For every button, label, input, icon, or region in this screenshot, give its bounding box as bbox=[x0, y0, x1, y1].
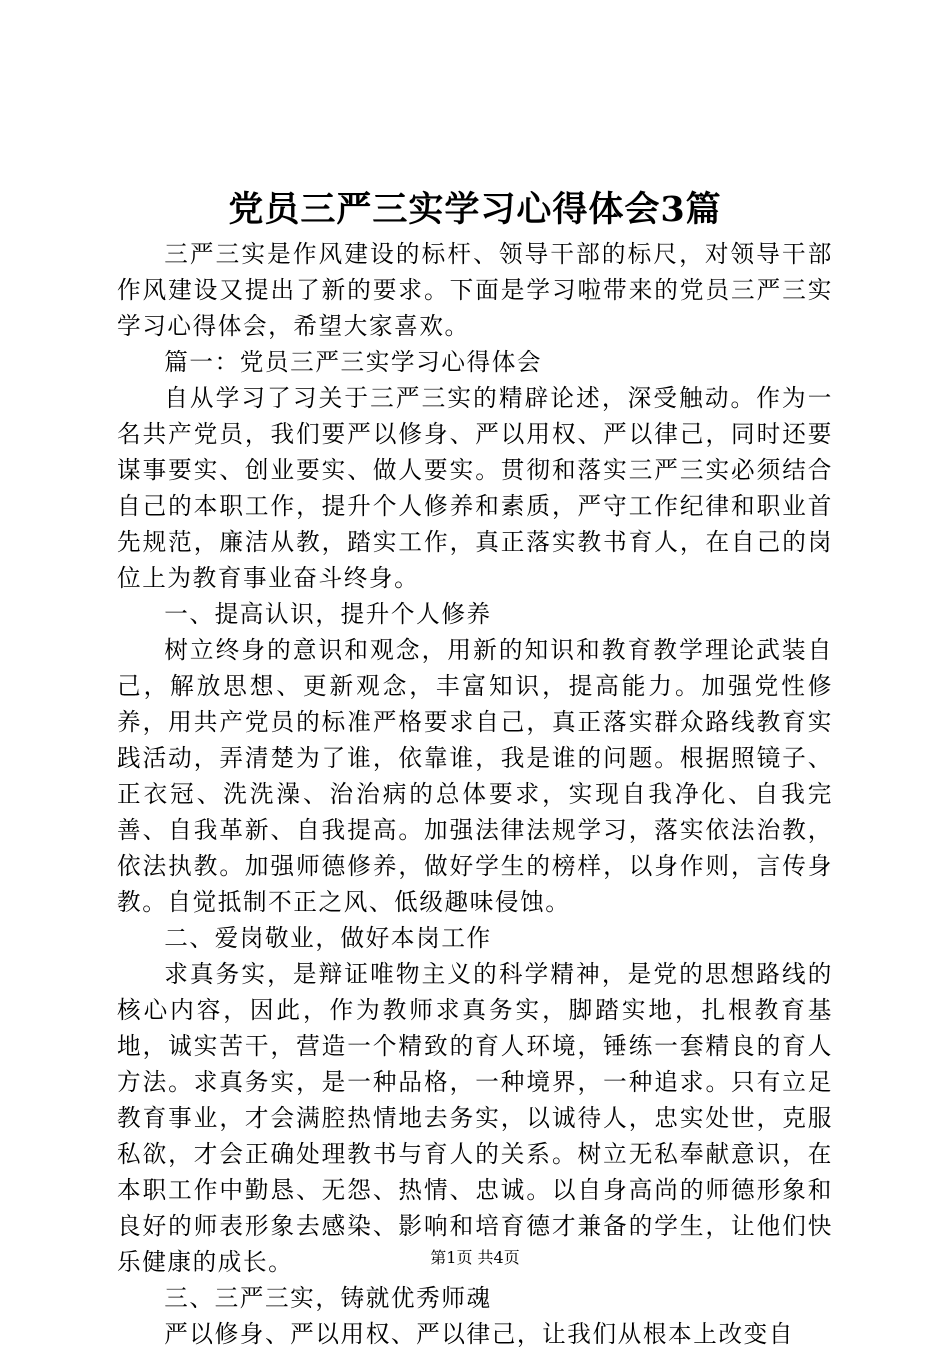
page-number-footer: 第1页 共4页 bbox=[430, 1248, 520, 1267]
section-heading-one: 一、提高认识，提升个人修养 bbox=[164, 600, 492, 628]
body-paragraph: 自从学习了习关于三严三实的精辟论述，深受触动。作为一名共产党员，我们要严以修身、严以用权、严以律己，同时还要谋事要实、创业要实、做人要实。贯彻和落实三严三实必须结合自己的本职工作，提升个人修养和素质，严守工作纪律和职业首先规范，廉洁从教，踏实工作，真正落实教书育人，在自己的岗位上为教育事业奋斗终身。 bbox=[117, 384, 833, 592]
section-heading-part-one: 篇一：党员三严三实学习心得体会 bbox=[164, 348, 543, 376]
intro-paragraph: 三严三实是作风建设的标杆、领导干部的标尺，对领导干部作风建设又提出了新的要求。下面是学习啦带来的党员三严三实学习心得体会，希望大家喜欢。 bbox=[117, 240, 833, 340]
body-paragraph: 树立终身的意识和观念，用新的知识和教育教学理论武装自己，解放思想、更新观念，丰富知识，提高能力。加强党性修养，用共产党员的标准严格要求自己，真正落实群众路线教育实践活动，弄清楚为了谁，依靠谁，我是谁的问题。根据照镜子、正衣冠、洗洗澡、治治病的总体要求，实现自我净化、自我完善、自我革新、自我提高。加强法律法规学习，落实依法治教，依法执教。加强师德修养，做好学生的榜样，以身作则，言传身教。自觉抵制不正之风、低级趣味侵蚀。 bbox=[117, 636, 833, 916]
section-heading-three: 三、三严三实，铸就优秀师魂 bbox=[164, 1284, 492, 1312]
document-title: 党员三严三实学习心得体会3篇 bbox=[228, 189, 722, 230]
body-paragraph: 求真务实，是辩证唯物主义的科学精神，是党的思想路线的核心内容，因此，作为教师求真务实，脚踏实地，扎根教育基地，诚实苦干，营造一个精致的育人环境，锤练一套精良的育人方法。求真务实，是一种品格，一种境界，一种追求。只有立足教育事业，才会满腔热情地去务实，以诚待人，忠实处世，克服私欲，才会正确处理教书与育人的关系。树立无私奉献意识，在本职工作中勤恳、无怨、热情、忠诚。以自身高尚的师德形象和良好的师表形象去感染、影响和培育德才兼备的学生，让他们快乐健康的成长。 bbox=[117, 960, 833, 1276]
body-paragraph: 严以修身、严以用权、严以律己，让我们从根本上改变自 bbox=[164, 1320, 795, 1348]
document-body bbox=[117, 236, 833, 1352]
section-heading-two: 二、爱岗敬业，做好本岗工作 bbox=[164, 924, 492, 952]
